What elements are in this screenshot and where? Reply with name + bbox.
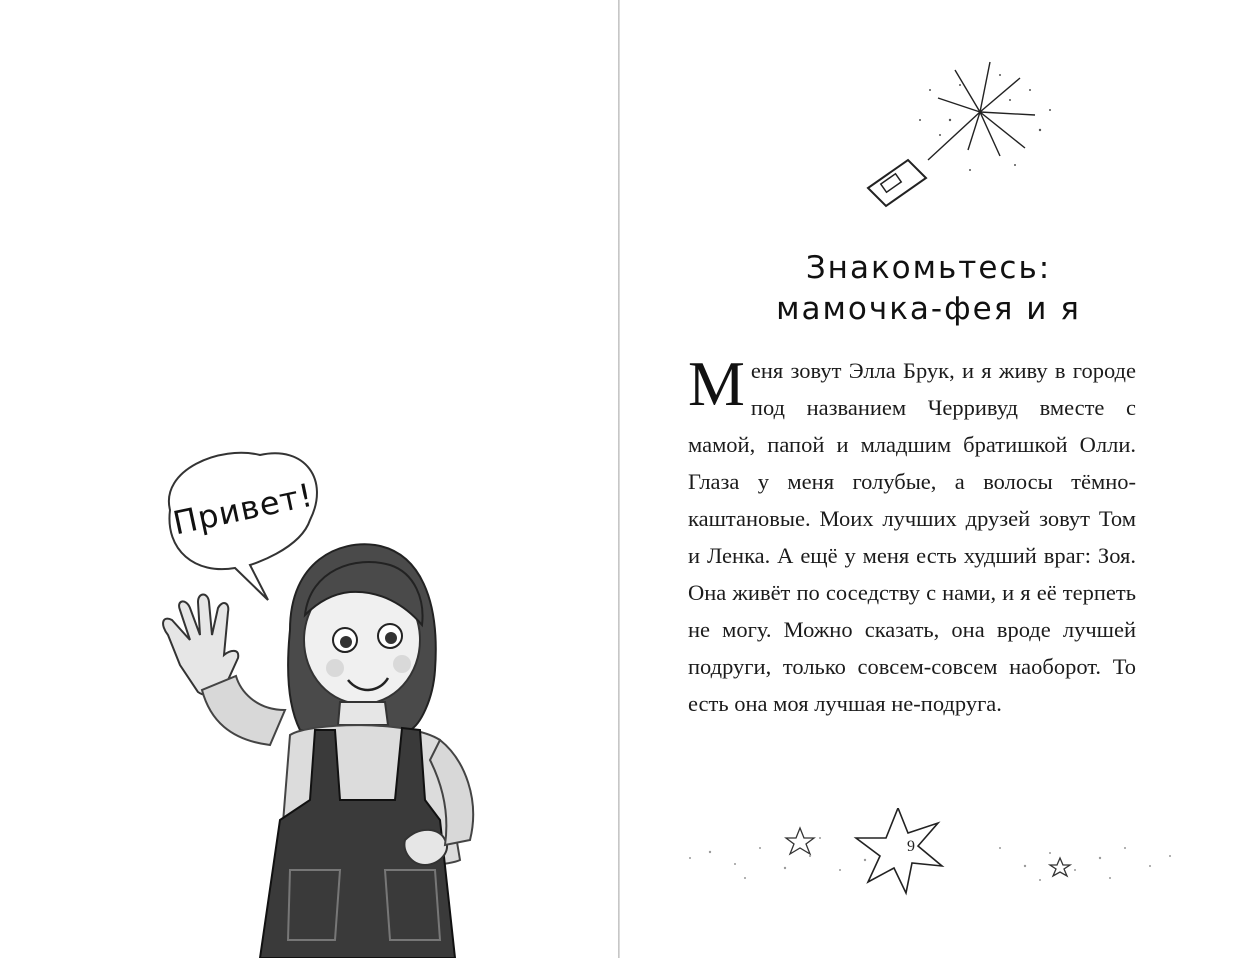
chapter-title-line-1: Знакомьтесь: [805, 250, 1052, 286]
page-number: 9 [907, 838, 915, 855]
left-page [0, 0, 618, 958]
sparkler-icon [860, 60, 1090, 220]
right-page [620, 0, 1237, 958]
chapter-title-line-2: мамочка-фея и я [776, 291, 1081, 327]
body-paragraph: еня зовут Элла Брук, и я живу в городе под названием Черривуд вместе с мамой, папой и младшим братишкой Олли. Глаза у меня голубые, а волосы тёмно-каштановые. Моих лучших друзей зовут Том и Ленка. А ещё у меня есть худший враг: Зоя. Она живёт по соседству с нами, и я её терпеть не могу. Можно сказать, она вроде лучшей подруги, только совсем-совсем наоборот. То есть она моя лучшая не-подруга. [688, 358, 1136, 716]
drop-cap: М [688, 348, 745, 419]
stars-ornament-icon [680, 808, 1180, 898]
speech-bubble-text: Привет! [169, 475, 317, 543]
body-text [688, 348, 1136, 722]
